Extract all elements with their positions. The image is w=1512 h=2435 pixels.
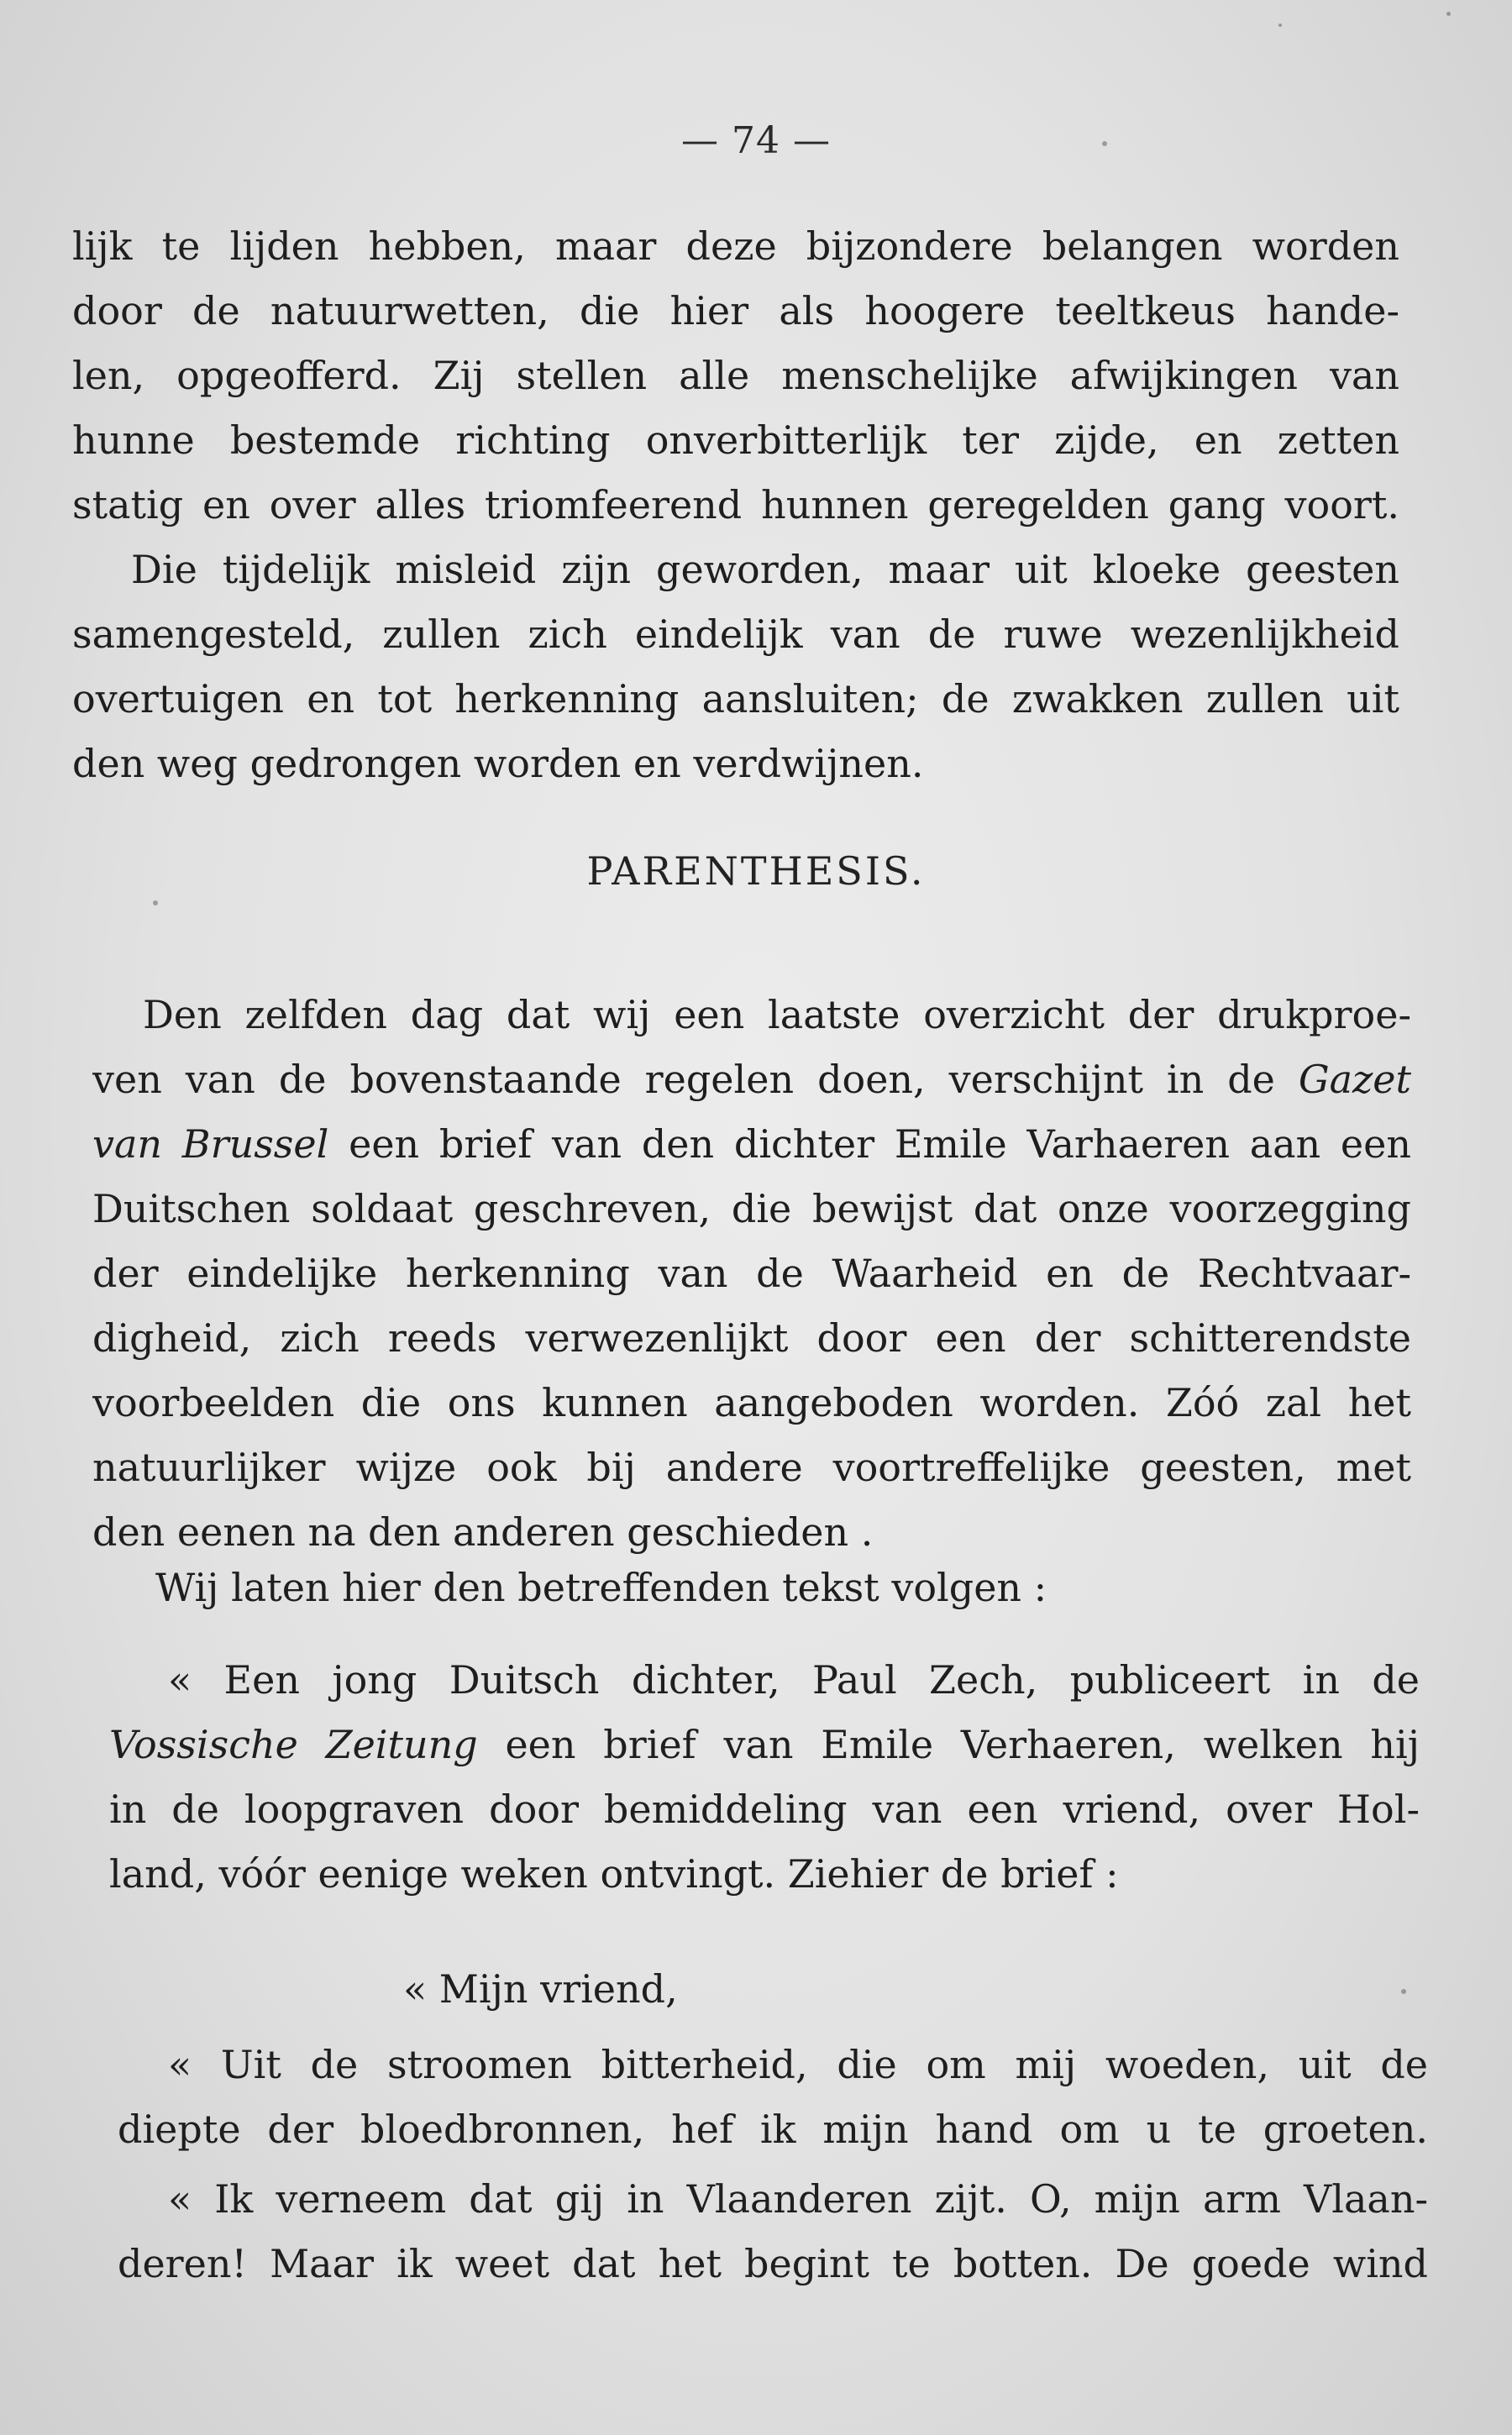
text-line: samengesteld, zullen zich eindelijk van de ruwe wezenlijkheid xyxy=(72,611,1399,657)
paragraph-continuation xyxy=(72,214,1399,538)
text-line: Duitschen soldaat geschreven, die bewijst dat onze voorzegging xyxy=(92,1186,1411,1231)
text-line: natuurlijker wijze ook bij andere voortreffelijke geesten, met xyxy=(92,1445,1411,1490)
newspaper-title: Gazet xyxy=(1298,1057,1411,1102)
text-fragment: ven van de bovenstaande regelen doen, verschijnt in de xyxy=(92,1057,1299,1102)
text-line: in de loopgraven door bemiddeling van een vriend, over Hol- xyxy=(109,1787,1420,1832)
text-line xyxy=(92,1047,1411,1112)
scan-speck xyxy=(153,900,158,905)
text-line: statig en over alles triomfeerend hunnen geregelden gang voort. xyxy=(72,482,1399,527)
text-line: Wij laten hier den betreffenden tekst volgen : xyxy=(155,1565,1047,1610)
text-line: Den zelfden dag dat wij een laatste overzicht der drukproe- xyxy=(143,992,1411,1037)
text-line: den eenen na den anderen geschieden . xyxy=(92,1509,874,1555)
text-line: « Ik verneem dat gij in Vlaanderen zijt. O, mijn arm Vlaan- xyxy=(168,2176,1428,2222)
text-line: lijk te lijden hebben, maar deze bijzondere belangen worden xyxy=(72,223,1399,269)
scan-speck xyxy=(1278,24,1282,27)
text-line: deren! Maar ik weet dat het begint te botten. De goede wind xyxy=(118,2241,1428,2286)
text-line: Die tijdelijk misleid zijn geworden, maar uit kloeke geesten xyxy=(131,547,1399,592)
text-line: den weg gedrongen worden en verdwijnen. xyxy=(72,741,924,786)
section-heading: PARENTHESIS. xyxy=(586,848,926,894)
newspaper-title-cont: van Brussel xyxy=(92,1121,329,1167)
text-line: overtuigen en tot herkenning aansluiten; de zwakken zullen uit xyxy=(72,676,1399,722)
paragraph-quote-intro xyxy=(109,1648,1420,1907)
text-line: digheid, zich reeds verwezenlijkt door een der schitterendste xyxy=(92,1315,1411,1361)
paragraph-den-zelfden-dag xyxy=(92,983,1411,1565)
text-line: diepte der bloedbronnen, hef ik mijn hand om u te groeten. xyxy=(118,2107,1428,2152)
paragraph-wij-laten xyxy=(92,1556,1411,1620)
text-fragment: een brief van den dichter Emile Varhaeren aan een xyxy=(328,1121,1411,1167)
text-line: len, opgeofferd. Zij stellen alle menschelijke afwijkingen van xyxy=(72,353,1399,398)
paragraph-letter-1 xyxy=(118,2033,1428,2162)
scan-speck xyxy=(1401,1989,1406,1994)
text-line: « Mijn vriend, xyxy=(403,1966,678,2012)
text-line: der eindelijke herkenning van de Waarheid en de Rechtvaar- xyxy=(92,1251,1411,1296)
text-line: voorbeelden die ons kunnen aangeboden worden. Zóó zal het xyxy=(92,1380,1411,1425)
scan-speck xyxy=(1446,12,1451,16)
text-line: land, vóór eenige weken ontvingt. Ziehier de brief : xyxy=(109,1851,1119,1897)
text-line xyxy=(92,1112,1411,1177)
text-line: « Uit de stroomen bitterheid, die om mij woeden, uit de xyxy=(168,2042,1428,2087)
paragraph-die-tijdelijk xyxy=(72,538,1399,796)
text-line: « Een jong Duitsch dichter, Paul Zech, publiceert in de xyxy=(168,1657,1420,1703)
text-line: door de natuurwetten, die hier als hoogere teeltkeus hande- xyxy=(72,288,1399,333)
letter-salutation xyxy=(403,1957,1075,2022)
text-line: hunne bestemde richting onverbitterlijk ter zijde, en zetten xyxy=(72,417,1399,463)
text-fragment: een brief van Emile Verhaeren, welken hij xyxy=(477,1722,1420,1767)
page-number: — 74 — xyxy=(681,119,831,162)
scan-speck xyxy=(1102,141,1107,146)
newspaper-title: Vossische Zeitung xyxy=(109,1722,478,1767)
text-line xyxy=(109,1713,1420,1777)
paragraph-letter-2 xyxy=(118,2167,1428,2296)
